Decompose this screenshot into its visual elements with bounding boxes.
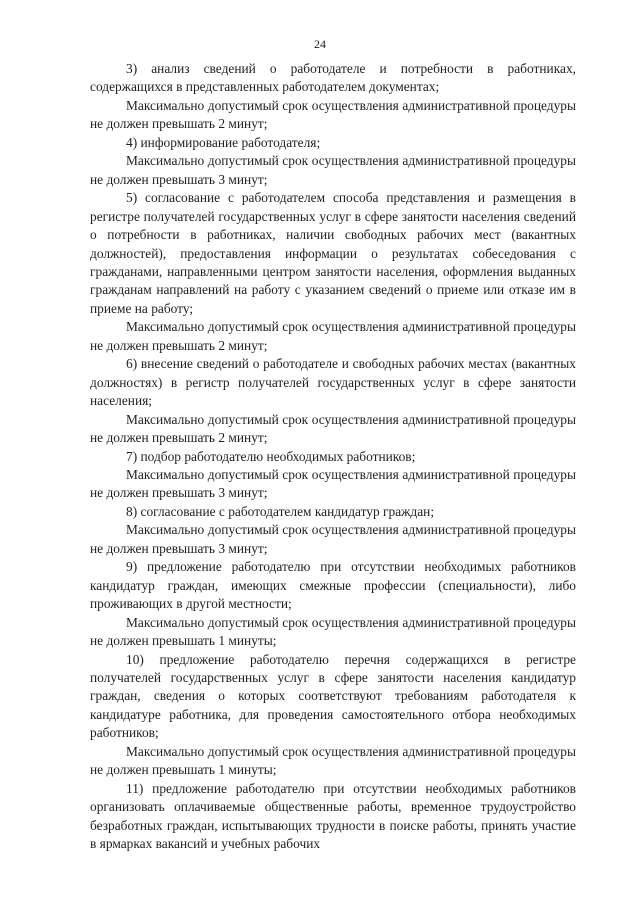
list-item-9: 9) предложение работодателю при отсутствии необходимых работников кандидатур граждан, имеющих смежные профессии (специальности), либо проживающих в другой местности;	[90, 559, 576, 612]
list-item-11: 11) предложение работодателю при отсутствии необходимых работников организовать оплачиваемые общественные работы, временное трудоустройство безработных граждан, испытывающих трудности в поиске работы, принять участие в ярмарках вакансий и учебных рабочих	[90, 780, 576, 852]
list-item-3: 3) анализ сведений о работодателе и потребности в работниках, содержащихся в представленных работодателем документах;	[90, 61, 576, 95]
time-limit-note: Максимально допустимый срок осуществления административной процедуры не должен превышать 3 минут;	[90, 466, 576, 501]
list-item-8: 8) согласование с работодателем кандидатур граждан;	[126, 503, 435, 519]
time-limit-note: Максимально допустимый срок осуществления административной процедуры не должен превышать 1 минуты;	[90, 743, 576, 778]
document-body	[90, 60, 576, 853]
list-item-10: 10) предложение работодателю перечня содержащихся в регистре получателей государственных услуг в сфере занятости населения кандидатур граждан, сведения о которых соответствуют требованиям работодателя к кандидатуре работника, для проведения самостоятельного отбора необходимых работников;	[90, 651, 576, 741]
page-number: 24	[314, 37, 326, 51]
list-item-6: 6) внесение сведений о работодателе и свободных рабочих местах (вакантных должностях) в регистр получателей государственных услуг в сфере занятости населения;	[90, 356, 576, 409]
list-item-4: 4) информирование работодателя;	[126, 134, 321, 150]
list-item-7: 7) подбор работодателю необходимых работников;	[126, 448, 416, 464]
time-limit-note: Максимально допустимый срок осуществления административной процедуры не должен превышать 1 минуты;	[90, 614, 576, 649]
time-limit-note: Максимально допустимый срок осуществления административной процедуры не должен превышать 2 минут;	[90, 97, 576, 132]
time-limit-note: Максимально допустимый срок осуществления административной процедуры не должен превышать 2 минут;	[90, 319, 576, 353]
list-item-5: 5) согласование с работодателем способа представления и размещения в регистре получателей государственных услуг в сфере занятости населения сведений о потребности в работниках, наличии свободных рабочих мест (вакантных должностей), предоставления информации о результатах собеседования с гражданами, направленными центром занятости населения, оформления выданных гражданам направлений на работу с указанием сведений о приеме или отказе им в приеме на работу;	[90, 190, 576, 316]
time-limit-note: Максимально допустимый срок осуществления административной процедуры не должен превышать 2 минут;	[90, 411, 576, 446]
time-limit-note: Максимально допустимый срок осуществления административной процедуры не должен превышать 3 минут;	[90, 522, 576, 556]
time-limit-note: Максимально допустимый срок осуществления административной процедуры не должен превышать 3 минут;	[90, 153, 576, 187]
